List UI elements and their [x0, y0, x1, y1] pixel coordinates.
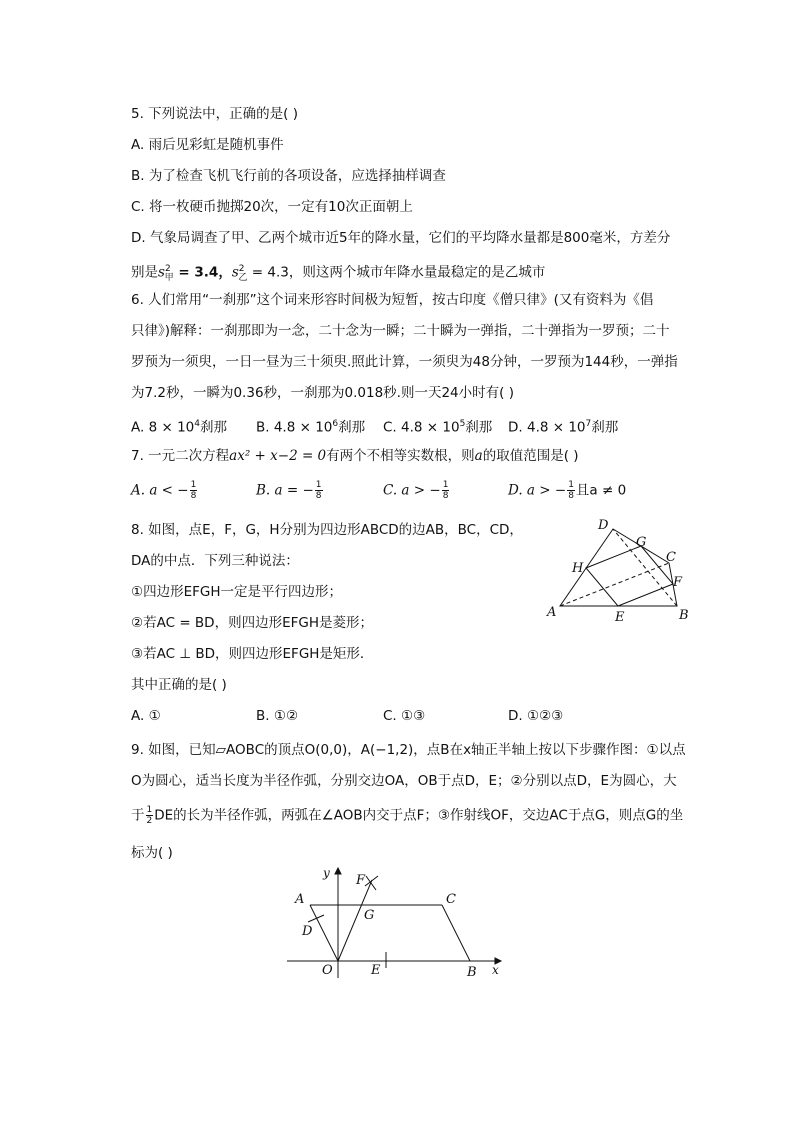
q7-option-b: B. a = − $\frac{1}{8}$ — [256, 480, 322, 501]
q8-statement-1: ①四边形EFGH一定是平行四边形； — [131, 584, 343, 600]
q7-option-c: C. a > − $\frac{1}{8}$ — [383, 480, 449, 501]
q8-option-d: D. ①②③ — [508, 708, 564, 724]
label-e: E — [371, 963, 381, 978]
variance-symbol-2: s — [231, 264, 239, 281]
q8-option-c: C. ①③ — [383, 708, 426, 724]
q8-option-a: A. ① — [131, 708, 161, 724]
label-c: C — [666, 550, 676, 565]
q8-quadrilateral-figure — [540, 518, 700, 628]
label-d: D — [302, 924, 313, 939]
label-h: H — [572, 561, 584, 576]
q9-line3: 于 $\frac{1}{2}$ DE的长为半径作弧，两弧在∠AOB内交于点F；③作射线OF，交边AC于点G，则点G的坐 — [131, 805, 684, 826]
q5-stem: 5. 下列说法中，正确的是( ) — [131, 106, 298, 122]
label-o: O — [322, 963, 333, 978]
q9-line4: 标为( ) — [131, 845, 173, 861]
label-c: C — [446, 892, 456, 907]
q6-line2: 只律》)解释：一刹那即为一念，二十念为一瞬；二十瞬为一弹指，二十弹指为一罗预；二十 — [131, 323, 670, 339]
q7-equation: ax² + x−2 = 0 — [229, 448, 327, 464]
label-y: y — [323, 866, 330, 880]
q6-option-a: A. $8 \times 10^4$刹那 — [131, 419, 227, 436]
label-a: A — [547, 605, 557, 620]
q8-statement-2: ②若AC = BD，则四边形EFGH是菱形； — [131, 615, 373, 631]
q7-option-a: A. a < − $\frac{1}{8}$ — [131, 480, 197, 501]
q5-s1-sub: 甲 — [164, 273, 174, 284]
label-d: D — [598, 518, 609, 533]
label-a: A — [295, 892, 305, 907]
q6-option-d: D. $4.8 \times 10^7$刹那 — [508, 419, 619, 436]
q5-d2-eq1: = 3.4， — [173, 264, 232, 281]
q5-option-d-line1: D. 气象局调查了甲、乙两个城市近5年的降水量，它们的平均降水量都是800毫米，方差分 — [131, 230, 671, 246]
q6-option-b: B. $4.8 \times 10^6$刹那 — [256, 419, 366, 436]
label-f: F — [356, 873, 366, 888]
q7-stem: 7. 一元二次方程ax² + x−2 = 0有两个不相等实数根，则a的取值范围是( ) — [131, 448, 579, 464]
side-cb — [442, 905, 470, 961]
q8-line2: DA的中点．下列三种说法： — [131, 553, 299, 569]
y-axis-arrow — [335, 868, 341, 874]
label-g: G — [364, 908, 375, 923]
q9-line2: O为圆心，适当长度为半径作弧，分别交边OA，OB于点D，E；②分别以点D，E为圆心，大 — [131, 773, 677, 789]
q9-line1: 9. 如图，已知▱AOBC的顶点O(0,0)，A(−1,2)，点B在x轴正半轴上按以下步骤作图：①以点 — [131, 742, 686, 758]
label-g: G — [636, 535, 647, 550]
label-e: E — [615, 610, 625, 625]
q5-option-d-line2: 别是$s^2_甲 = 3.4$，$s^2_乙 = 4.3$，则这两个城市年降水量最稳定的是乙城市 — [131, 264, 546, 284]
q5-d2-pre: 别是 — [131, 264, 158, 281]
q9-parallelogram-figure — [282, 864, 512, 982]
q5-option-c: C. 将一枚硬币抛掷20次，一定有10次正面朝上 — [131, 199, 413, 215]
quad-efgh — [586, 546, 673, 606]
q8-statement-3: ③若AC ⊥ BD，则四边形EFGH是矩形． — [131, 646, 374, 662]
q6-line1: 6. 人们常用“一刹那”这个词来形容时间极为短暂，按古印度《僧只律》(又有资料为《倡 — [131, 292, 654, 308]
q7-option-d: D. a > − $\frac{1}{8}$ 且a ≠ 0 — [508, 480, 627, 501]
variance-symbol-1: s — [158, 264, 165, 281]
label-x: x — [492, 963, 499, 977]
q8-line1: 8. 如图，点E，F，G，H分别为四边形ABCD的边AB，BC，CD， — [131, 522, 523, 538]
q5-s2-sub: 乙 — [238, 273, 248, 284]
q6-line3: 罗预为一须臾，一日一昼为三十须臾.照此计算，一须臾为48分钟，一罗预为144秒，一弹指 — [131, 354, 678, 370]
q5-d2-eq2: = 4.3，则这两个城市年降水量最稳定的是乙城市 — [247, 264, 546, 281]
q5-option-b: B. 为了检查飞机飞行前的各项设备，应选择抽样调查 — [131, 168, 446, 184]
label-b: B — [467, 965, 477, 980]
side-oa — [310, 905, 338, 961]
label-f: F — [673, 575, 683, 590]
q8-option-b: B. ①② — [256, 708, 299, 724]
q8-ask: 其中正确的是( ) — [131, 677, 227, 693]
label-b: B — [679, 608, 689, 623]
q6-line4: 为7.2秒，一瞬为0.36秒，一刹那为0.018秒.则一天24小时有( ) — [131, 385, 514, 401]
q5-option-a: A. 雨后见彩虹是随机事件 — [131, 137, 284, 153]
q6-option-c: C. $4.8 \times 10^5$刹那 — [383, 419, 493, 436]
